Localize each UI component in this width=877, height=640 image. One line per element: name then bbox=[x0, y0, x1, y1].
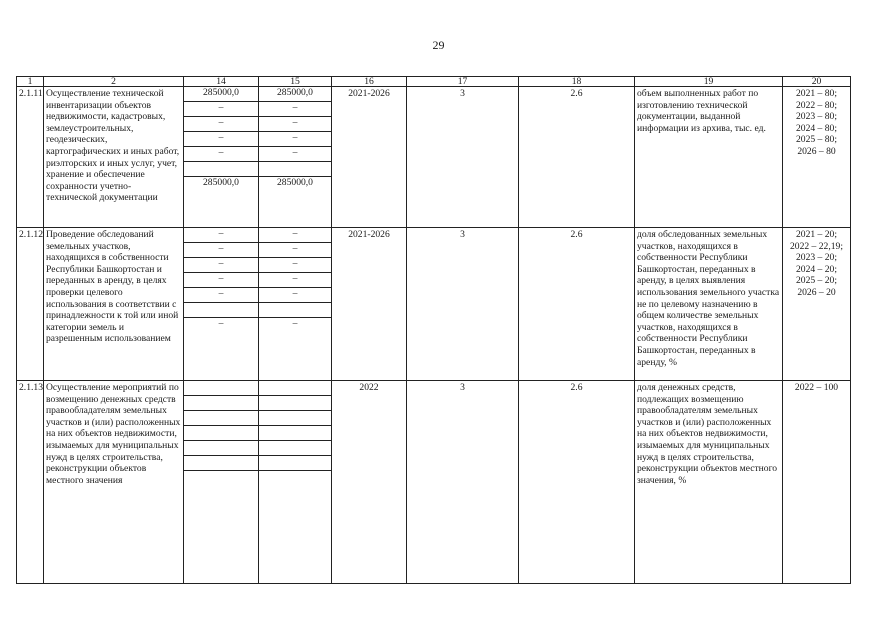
header-cell: 15 bbox=[259, 77, 332, 87]
header-cell: 17 bbox=[407, 77, 519, 87]
col18-cell: 2.6 bbox=[519, 87, 635, 228]
target-values-cell bbox=[783, 381, 851, 584]
col15-value bbox=[259, 456, 331, 471]
col14-value: – bbox=[184, 147, 258, 162]
col15-cell bbox=[259, 228, 332, 381]
target-value: 2021 – 20; bbox=[795, 229, 838, 240]
col14-value: – bbox=[184, 117, 258, 132]
col15-value: – bbox=[259, 228, 331, 243]
col14-value bbox=[184, 381, 258, 396]
col15-cell bbox=[259, 381, 332, 584]
col15-value: – bbox=[259, 147, 331, 162]
row-number: 2.1.12 bbox=[17, 228, 44, 381]
col14-value bbox=[184, 396, 258, 411]
target-value: 2026 – 20 bbox=[797, 286, 836, 298]
col15-value bbox=[259, 471, 331, 485]
target-value: 2026 – 80 bbox=[797, 145, 836, 157]
target-value: 2025 – 20; bbox=[795, 275, 838, 287]
col14-value bbox=[184, 441, 258, 456]
col18-cell: 2.6 bbox=[519, 228, 635, 381]
col15-value: – bbox=[259, 288, 331, 303]
target-value: 2024 – 20; bbox=[795, 263, 838, 275]
indicator-cell: доля обследованных земельных участков, находящихся в собственности Республики Башкортостан, переданных в аренду, в целях выявления использования земельного участка не по целевому назначению в общем количестве земельных участков, находящихся в собственности Республики Башкортостан, переданных в аренду, % bbox=[635, 228, 783, 381]
program-table bbox=[16, 76, 851, 584]
col15-value: 285000,0 bbox=[277, 177, 313, 188]
target-values-cell bbox=[783, 228, 851, 381]
col14-value: 285000,0 bbox=[184, 87, 258, 102]
col15-value: – bbox=[259, 132, 331, 147]
col15-value: – bbox=[292, 318, 298, 329]
col14-value bbox=[184, 411, 258, 426]
col15-value: – bbox=[259, 243, 331, 258]
col17-cell: 3 bbox=[407, 228, 519, 381]
header-cell: 18 bbox=[519, 77, 635, 87]
header-cell: 14 bbox=[184, 77, 259, 87]
header-cell: 19 bbox=[635, 77, 783, 87]
col15-value bbox=[259, 411, 331, 426]
target-value: 2023 – 20; bbox=[795, 252, 838, 264]
col14-cell bbox=[184, 381, 259, 584]
header-cell: 2 bbox=[44, 77, 184, 87]
header-cell: 1 bbox=[17, 77, 44, 87]
col17-cell: 3 bbox=[407, 87, 519, 228]
target-value: 2022 – 22,19; bbox=[789, 240, 844, 252]
col14-value bbox=[184, 456, 258, 471]
target-value: 2025 – 80; bbox=[795, 134, 838, 146]
target-value: 2022 – 80; bbox=[795, 99, 838, 111]
header-row bbox=[17, 77, 851, 87]
measure-name: Осуществление технической инвентаризации объектов недвижимости, кадастровых, землеустроительных, геодезических, картографических и иных работ, риэлторских и иных услуг, учет, хранение и обеспечение сохранности учетно-технической документации bbox=[44, 87, 184, 228]
indicator-cell: объем выполненных работ по изготовлению технической документации, выданной информации из архива, тыс. ед. bbox=[635, 87, 783, 228]
period-cell: 2021-2026 bbox=[332, 228, 407, 381]
col14-value: – bbox=[184, 273, 258, 288]
col15-value: 285000,0 bbox=[259, 87, 331, 102]
col15-value: – bbox=[259, 102, 331, 117]
target-values-cell bbox=[783, 87, 851, 228]
page-number: 29 bbox=[432, 38, 445, 52]
target-value: 2024 – 80; bbox=[795, 122, 838, 134]
col14-value bbox=[184, 162, 258, 177]
col14-value bbox=[184, 426, 258, 441]
target-value: 2022 – 100 bbox=[794, 382, 839, 393]
row-number: 2.1.13 bbox=[17, 381, 44, 584]
target-value: 2021 – 80; bbox=[795, 88, 838, 99]
col14-value: – bbox=[184, 132, 258, 147]
table-row bbox=[17, 87, 851, 228]
col15-value: – bbox=[259, 273, 331, 288]
target-value: 2023 – 80; bbox=[795, 111, 838, 123]
col17-cell: 3 bbox=[407, 381, 519, 584]
col15-cell bbox=[259, 87, 332, 228]
header-cell: 20 bbox=[783, 77, 851, 87]
col18-cell: 2.6 bbox=[519, 381, 635, 584]
table-row bbox=[17, 228, 851, 381]
table-row bbox=[17, 381, 851, 584]
col14-value: – bbox=[184, 102, 258, 117]
period-cell: 2022 bbox=[332, 381, 407, 584]
col14-cell bbox=[184, 228, 259, 381]
col15-value bbox=[259, 426, 331, 441]
col14-value bbox=[184, 303, 258, 318]
measure-name: Осуществление мероприятий по возмещению денежных средств правообладателям земельных участков и (или) расположенных на них объектов недвижимости, изымаемых для муниципальных нужд в целях строительства, реконструкции объектов местного значения bbox=[44, 381, 184, 584]
row-number: 2.1.11 bbox=[17, 87, 44, 228]
col14-cell bbox=[184, 87, 259, 228]
col14-value bbox=[184, 471, 258, 485]
col14-value: – bbox=[184, 288, 258, 303]
col15-value: – bbox=[259, 258, 331, 273]
col14-value: – bbox=[184, 258, 258, 273]
indicator-cell: доля денежных средств, подлежащих возмещению правообладателям земельных участков и (или) расположенных на них объектов недвижимости, изымаемых для муниципальных нужд в целях строительства, реконструкции объектов местного значения, % bbox=[635, 381, 783, 584]
col14-value: – bbox=[184, 243, 258, 258]
col15-value bbox=[259, 303, 331, 318]
period-cell: 2021-2026 bbox=[332, 87, 407, 228]
col15-value bbox=[259, 162, 331, 177]
col15-value bbox=[259, 381, 331, 396]
measure-name: Проведение обследований земельных участков, находящихся в собственности Республики Башкортостан и переданных в аренду, в целях проверки целевого использования в соответствии с принадлежности к той или иной категории земель и разрешенным использованием bbox=[44, 228, 184, 381]
col14-value: – bbox=[218, 318, 224, 329]
col15-value: – bbox=[259, 117, 331, 132]
header-cell: 16 bbox=[332, 77, 407, 87]
col14-value: 285000,0 bbox=[203, 177, 239, 188]
col15-value bbox=[259, 441, 331, 456]
col14-value: – bbox=[184, 228, 258, 243]
col15-value bbox=[259, 396, 331, 411]
